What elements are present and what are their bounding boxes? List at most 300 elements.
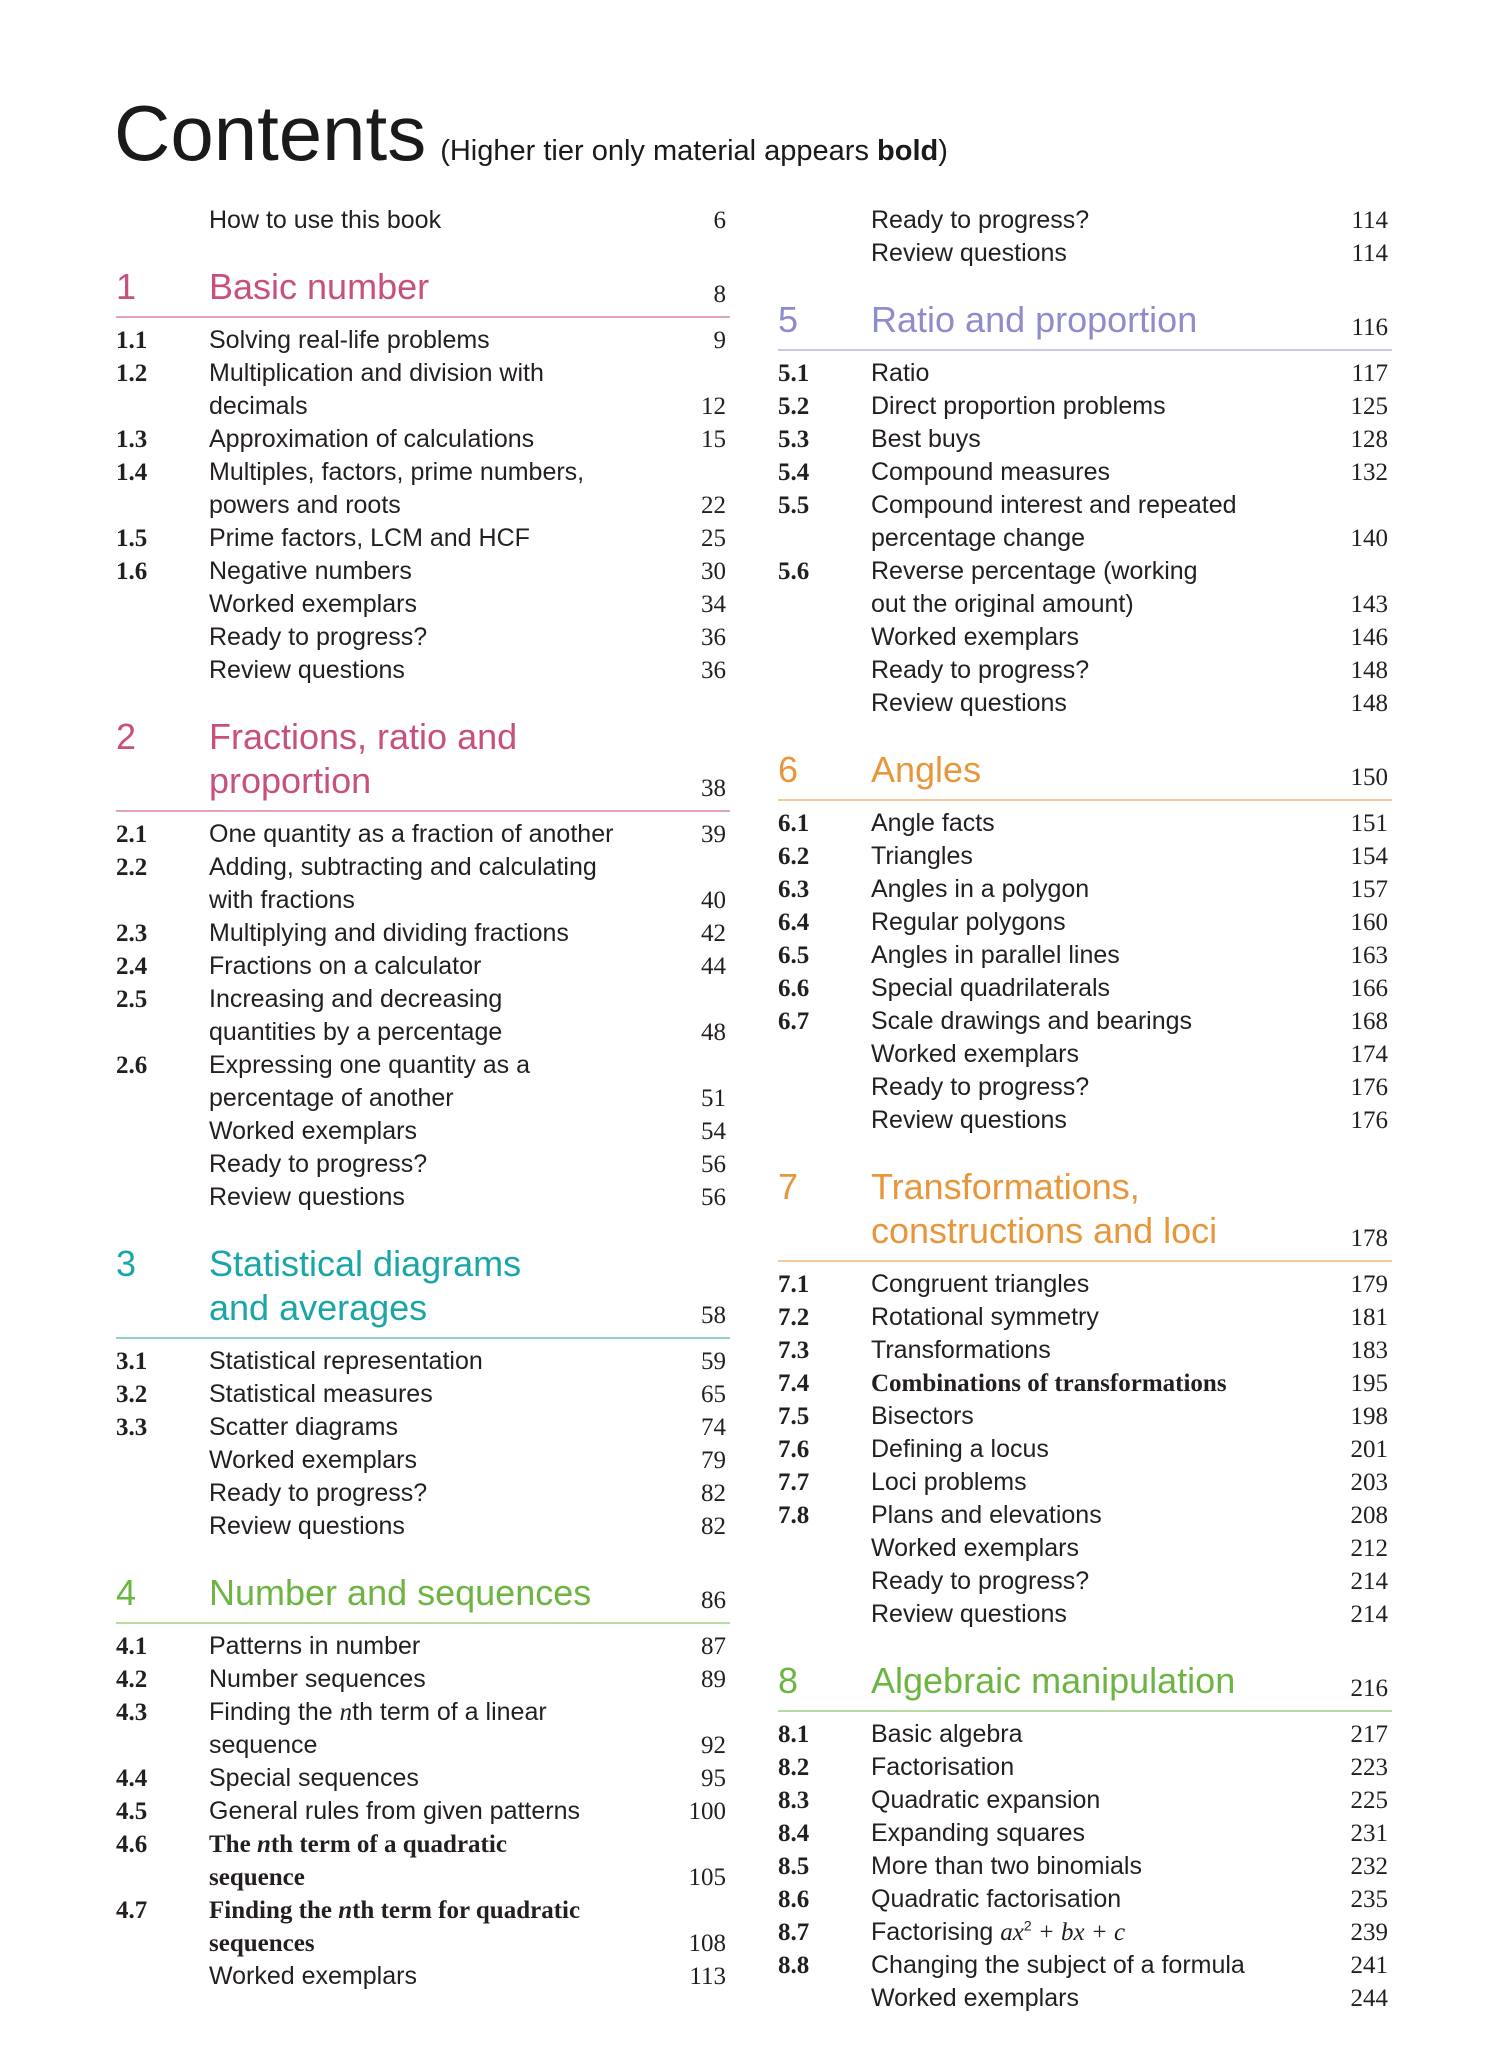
- page-number: 51: [701, 1085, 726, 1112]
- page-number: 56: [701, 1184, 726, 1211]
- toc-entry[interactable]: [116, 456, 730, 522]
- toc-entry[interactable]: [778, 1949, 1392, 1982]
- toc-entry[interactable]: [778, 456, 1392, 489]
- page-number: 79: [701, 1447, 726, 1474]
- entry-title: [871, 1466, 1322, 1499]
- chapter-title: [871, 1165, 1392, 1253]
- entry-title: [871, 1916, 1322, 1949]
- chapter-number: 8: [778, 1660, 799, 1701]
- section-number: 8.3: [778, 1787, 810, 1814]
- section-number: 2.6: [116, 1052, 148, 1079]
- toc-entry[interactable]: [778, 840, 1392, 873]
- toc-entry[interactable]: [778, 555, 1392, 621]
- toc-entry[interactable]: [778, 1718, 1392, 1751]
- section-number: 1.5: [116, 525, 148, 552]
- chapter-title: [871, 1659, 1392, 1703]
- section-number: 6.2: [778, 843, 810, 870]
- entry-title: [209, 1181, 660, 1214]
- title-line: Regular polygons: [871, 908, 1066, 936]
- entry-title: [209, 983, 660, 1049]
- entry-title: [871, 1598, 1322, 1631]
- page-title: Contents: [114, 89, 427, 177]
- page-number: 235: [1350, 1886, 1388, 1913]
- title-line: Basic algebra: [871, 1720, 1023, 1748]
- chapter-title: [209, 715, 730, 803]
- toc-entry[interactable]: [116, 1049, 730, 1115]
- entry-title: [209, 1795, 660, 1828]
- chapter-heading[interactable]: [116, 265, 730, 318]
- title-line: Factorisation: [871, 1753, 1015, 1781]
- page-number: 239: [1350, 1919, 1388, 1946]
- entry-title: [871, 1104, 1322, 1137]
- toc-entry[interactable]: [778, 1532, 1392, 1565]
- section-number: 7.3: [778, 1337, 810, 1364]
- section-number: 2.4: [116, 953, 148, 980]
- entry-title: [871, 1784, 1322, 1817]
- entry-title: [209, 917, 660, 950]
- entry-title: [209, 621, 660, 654]
- title-line: Compound interest and repeated: [871, 491, 1237, 519]
- title-line: Ready to progress?: [871, 656, 1090, 684]
- section-number: 3.3: [116, 1414, 148, 1441]
- toc-entry[interactable]: [116, 1148, 730, 1181]
- page-number: 59: [701, 1348, 726, 1375]
- entry-title: [871, 1850, 1322, 1883]
- section-number: 7.2: [778, 1304, 810, 1331]
- entry-title: [871, 1367, 1322, 1400]
- toc-entry[interactable]: [778, 357, 1392, 390]
- toc-entry[interactable]: [778, 1071, 1392, 1104]
- page-number: 9: [713, 327, 726, 354]
- entry-title: [209, 1148, 660, 1181]
- page-number: 114: [1351, 207, 1388, 234]
- chapter-number: 3: [116, 1243, 137, 1284]
- toc-entry[interactable]: [116, 1696, 730, 1762]
- page-number: 117: [1351, 360, 1388, 387]
- toc-entry[interactable]: [116, 983, 730, 1049]
- title-line: Ratio and proportion: [871, 299, 1198, 340]
- toc-entry[interactable]: [778, 1499, 1392, 1532]
- chapter-heading[interactable]: [778, 298, 1392, 351]
- entry-title: [209, 1049, 660, 1115]
- toc-entry[interactable]: [116, 588, 730, 621]
- title-line: How to use this book: [209, 206, 442, 234]
- section-number: 1.4: [116, 459, 148, 486]
- toc-entry[interactable]: [116, 1181, 730, 1214]
- toc-entry[interactable]: [116, 851, 730, 917]
- toc-entry[interactable]: [778, 1883, 1392, 1916]
- entry-title: [871, 1949, 1322, 1982]
- page-number: 92: [701, 1732, 726, 1759]
- section-number: 8.7: [778, 1919, 810, 1946]
- title-line: General rules from given patterns: [209, 1797, 581, 1825]
- title-line: Number and sequences: [209, 1572, 592, 1613]
- section-number: 6.5: [778, 942, 810, 969]
- section-number: 2.1: [116, 821, 148, 848]
- title-line: One quantity as a fraction of another: [209, 820, 614, 848]
- page-number: 140: [1350, 525, 1388, 552]
- toc-entry[interactable]: [116, 1960, 730, 1993]
- page-number: 148: [1350, 657, 1388, 684]
- entry-title: [871, 1005, 1322, 1038]
- page-number: 54: [701, 1118, 726, 1145]
- page-number: 154: [1350, 843, 1388, 870]
- toc-entry[interactable]: [116, 950, 730, 983]
- chapter-heading[interactable]: [778, 1659, 1392, 1712]
- page-number: 195: [1350, 1370, 1388, 1397]
- section-number: 7.7: [778, 1469, 810, 1496]
- section-number: 4.7: [116, 1897, 148, 1924]
- page-number: 216: [1350, 1675, 1388, 1702]
- toc-entry[interactable]: [116, 555, 730, 588]
- entry-title: [871, 621, 1322, 654]
- section-number: 4.2: [116, 1666, 148, 1693]
- section-number: 7.1: [778, 1271, 810, 1298]
- toc-entry[interactable]: [116, 1630, 730, 1663]
- toc-entry[interactable]: [778, 654, 1392, 687]
- toc-entry[interactable]: [116, 1510, 730, 1543]
- page-number: 150: [1350, 764, 1388, 791]
- title-line: The nth term of a quadratic: [209, 1831, 507, 1858]
- page-number: 176: [1350, 1107, 1388, 1134]
- section-number: 5.6: [778, 558, 810, 585]
- toc-entry[interactable]: [778, 1565, 1392, 1598]
- title-line: Worked exemplars: [871, 1040, 1079, 1068]
- page-number: 160: [1350, 909, 1388, 936]
- entry-title: [209, 1960, 660, 1993]
- page-number: 12: [701, 393, 726, 420]
- toc-entry[interactable]: [778, 939, 1392, 972]
- page-number: 174: [1350, 1041, 1388, 1068]
- section-number: 4.4: [116, 1765, 148, 1792]
- section-number: 6.3: [778, 876, 810, 903]
- section-number: 1.6: [116, 558, 148, 585]
- chapter-number: 6: [778, 749, 799, 790]
- toc-entry[interactable]: [778, 972, 1392, 1005]
- page-number: 30: [701, 558, 726, 585]
- entry-title: [209, 204, 660, 237]
- section-number: 2.2: [116, 854, 148, 881]
- toc-entry[interactable]: [778, 1433, 1392, 1466]
- page-number: 82: [701, 1513, 726, 1540]
- title-line: Number sequences: [209, 1665, 426, 1693]
- section-number: 5.2: [778, 393, 810, 420]
- title-line: and averages: [209, 1287, 428, 1328]
- title-line: Approximation of calculations: [209, 425, 535, 453]
- toc-entry[interactable]: [778, 1817, 1392, 1850]
- page-number: 181: [1350, 1304, 1388, 1331]
- page-number: 34: [701, 591, 726, 618]
- page-header: [114, 88, 948, 179]
- toc-entry[interactable]: [116, 621, 730, 654]
- entry-title: [871, 1718, 1322, 1751]
- entry-title: [871, 1071, 1322, 1104]
- toc-entry[interactable]: [116, 917, 730, 950]
- toc-entry[interactable]: [116, 1378, 730, 1411]
- math-italic: + bx + c: [1031, 1919, 1126, 1946]
- chapter-number: 1: [116, 266, 137, 307]
- title-line: constructions and loci: [871, 1210, 1218, 1251]
- page-number: 8: [713, 281, 726, 308]
- page-number: 241: [1350, 1952, 1388, 1979]
- section-number: 2.3: [116, 920, 148, 947]
- toc-entry[interactable]: [778, 906, 1392, 939]
- toc-entry[interactable]: [778, 1301, 1392, 1334]
- entry-title: [209, 456, 660, 522]
- section-number: 8.4: [778, 1820, 810, 1847]
- entry-title: [209, 1894, 660, 1960]
- toc-entry[interactable]: [116, 324, 730, 357]
- toc-entry[interactable]: [116, 1762, 730, 1795]
- entry-title: [871, 906, 1322, 939]
- page-number: 15: [701, 426, 726, 453]
- section-number: 8.6: [778, 1886, 810, 1913]
- page-number: 176: [1350, 1074, 1388, 1101]
- chapter-heading[interactable]: [116, 1242, 730, 1339]
- toc-entry[interactable]: [778, 1104, 1392, 1137]
- entry-title: [871, 489, 1322, 555]
- math-italic: ax: [1000, 1919, 1024, 1946]
- toc-entry[interactable]: [116, 654, 730, 687]
- title-line: Patterns in number: [209, 1632, 421, 1660]
- toc-entry[interactable]: [778, 1334, 1392, 1367]
- entry-title: [871, 357, 1322, 390]
- title-line: Ready to progress?: [209, 623, 428, 651]
- title-line: Fractions, ratio and: [209, 716, 518, 757]
- title-line: Loci problems: [871, 1468, 1027, 1496]
- toc-entry[interactable]: [116, 522, 730, 555]
- page-number: 148: [1350, 690, 1388, 717]
- page-number: 132: [1350, 459, 1388, 486]
- title-line: Compound measures: [871, 458, 1111, 486]
- entry-title: [209, 1115, 660, 1148]
- chapter-heading[interactable]: [778, 1165, 1392, 1262]
- section-number: 4.6: [116, 1831, 148, 1858]
- entry-title: [871, 840, 1322, 873]
- title-line: Multiplication and division with: [209, 359, 544, 387]
- entry-title: [871, 390, 1322, 423]
- toc-entry[interactable]: [116, 1444, 730, 1477]
- toc-entry[interactable]: [778, 621, 1392, 654]
- title-line: Algebraic manipulation: [871, 1660, 1236, 1701]
- page-number: 6: [713, 207, 726, 234]
- toc-entry[interactable]: [116, 1828, 730, 1894]
- math-italic: n: [256, 1831, 271, 1858]
- page-number: 214: [1350, 1568, 1388, 1595]
- entry-title: [209, 1510, 660, 1543]
- chapter-title: [209, 1242, 730, 1330]
- entry-title: [871, 687, 1322, 720]
- toc-entry[interactable]: [778, 1850, 1392, 1883]
- toc-entry[interactable]: [778, 1982, 1392, 2015]
- page-number: 95: [701, 1765, 726, 1792]
- title-line: Ratio: [871, 359, 930, 387]
- toc-entry[interactable]: [778, 1367, 1392, 1400]
- section-number: 7.4: [778, 1370, 810, 1397]
- title-line: Worked exemplars: [209, 1117, 417, 1145]
- toc-entry[interactable]: [778, 1916, 1392, 1949]
- title-line: decimals: [209, 392, 308, 420]
- entry-title: [871, 1400, 1322, 1433]
- entry-title: [209, 1663, 660, 1696]
- section-number: 5.4: [778, 459, 810, 486]
- title-line: Ready to progress?: [209, 1150, 428, 1178]
- section-number: 4.3: [116, 1699, 148, 1726]
- page-number: 36: [701, 657, 726, 684]
- page-number: 56: [701, 1151, 726, 1178]
- entry-title: [871, 237, 1322, 270]
- page-number: 39: [701, 821, 726, 848]
- page-number: 44: [701, 953, 726, 980]
- section-number: 8.5: [778, 1853, 810, 1880]
- title-line: Transformations: [871, 1336, 1051, 1364]
- toc-entry[interactable]: [778, 807, 1392, 840]
- title-line: Prime factors, LCM and HCF: [209, 524, 530, 552]
- section-number: 1.3: [116, 426, 148, 453]
- toc-entry[interactable]: [778, 1466, 1392, 1499]
- page-number: 223: [1350, 1754, 1388, 1781]
- page-number: 114: [1351, 240, 1388, 267]
- section-number: 8.8: [778, 1952, 810, 1979]
- toc-entry[interactable]: [116, 1345, 730, 1378]
- entry-title: [209, 1345, 660, 1378]
- toc-entry[interactable]: [116, 1411, 730, 1444]
- page-number: 168: [1350, 1008, 1388, 1035]
- title-line: sequences: [209, 1930, 315, 1957]
- chapter-title: [871, 748, 1392, 792]
- title-line: Direct proportion problems: [871, 392, 1166, 420]
- toc-entry[interactable]: [116, 357, 730, 423]
- toc-entry[interactable]: [116, 204, 730, 237]
- entry-title: [871, 1532, 1322, 1565]
- page-number: 48: [701, 1019, 726, 1046]
- toc-column-right: [778, 204, 1392, 2015]
- page-number: 82: [701, 1480, 726, 1507]
- toc-entry[interactable]: [116, 423, 730, 456]
- title-line: Review questions: [871, 1600, 1067, 1628]
- toc-entry[interactable]: [778, 1005, 1392, 1038]
- math-italic: n: [339, 1699, 353, 1726]
- title-line: Worked exemplars: [871, 623, 1079, 651]
- page-number: 183: [1350, 1337, 1388, 1364]
- section-number: 3.1: [116, 1348, 148, 1375]
- section-number: 6.6: [778, 975, 810, 1002]
- section-number: 4.1: [116, 1633, 148, 1660]
- title-line: Adding, subtracting and calculating: [209, 853, 597, 881]
- entry-title: [871, 1268, 1322, 1301]
- toc-entry[interactable]: [778, 873, 1392, 906]
- title-line: percentage of another: [209, 1084, 454, 1112]
- toc-entry[interactable]: [778, 1598, 1392, 1631]
- toc-entry[interactable]: [778, 1784, 1392, 1817]
- chapter-heading[interactable]: [116, 1571, 730, 1624]
- page-number: 208: [1350, 1502, 1388, 1529]
- entry-title: [871, 456, 1322, 489]
- toc-entry[interactable]: [116, 1663, 730, 1696]
- toc-entry[interactable]: [778, 1268, 1392, 1301]
- entry-title: [209, 1411, 660, 1444]
- title-line: Solving real-life problems: [209, 326, 490, 354]
- page-number: 225: [1350, 1787, 1388, 1814]
- toc-entry[interactable]: [778, 489, 1392, 555]
- page-number: 116: [1351, 314, 1388, 341]
- entry-title: [871, 1982, 1322, 2015]
- title-line: Angles in a polygon: [871, 875, 1090, 903]
- entry-title: [871, 654, 1322, 687]
- toc-entry[interactable]: [116, 1795, 730, 1828]
- entry-title: [871, 1751, 1322, 1784]
- toc-entry[interactable]: [116, 1115, 730, 1148]
- toc-entry[interactable]: [778, 1751, 1392, 1784]
- section-number: 4.5: [116, 1798, 148, 1825]
- toc-entry[interactable]: [778, 1038, 1392, 1071]
- title-line: Transformations,: [871, 1166, 1140, 1207]
- page-number: 178: [1350, 1225, 1388, 1252]
- page-number: 179: [1350, 1271, 1388, 1298]
- section-number: 7.5: [778, 1403, 810, 1430]
- title-line: More than two binomials: [871, 1852, 1142, 1880]
- title-line: Statistical diagrams: [209, 1243, 522, 1284]
- entry-title: [871, 1433, 1322, 1466]
- page-number: 100: [688, 1798, 726, 1825]
- page-number: 89: [701, 1666, 726, 1693]
- toc-entry[interactable]: [778, 423, 1392, 456]
- toc-entry[interactable]: [778, 204, 1392, 237]
- section-number: 8.1: [778, 1721, 810, 1748]
- title-line: Review questions: [209, 1512, 405, 1540]
- page-number: 203: [1350, 1469, 1388, 1496]
- chapter-title: [209, 265, 730, 309]
- title-line: Defining a locus: [871, 1435, 1049, 1463]
- chapter-number: 4: [116, 1572, 137, 1613]
- section-number: 1.1: [116, 327, 148, 354]
- title-line: Finding the nth term of a linear: [209, 1698, 547, 1726]
- math-italic: n: [338, 1897, 353, 1924]
- entry-title: [209, 1828, 660, 1894]
- section-number: 8.2: [778, 1754, 810, 1781]
- entry-title: [209, 324, 660, 357]
- toc-entry[interactable]: [116, 818, 730, 851]
- page-number: 214: [1350, 1601, 1388, 1628]
- toc-entry[interactable]: [778, 390, 1392, 423]
- toc-entry[interactable]: [116, 1477, 730, 1510]
- section-number: 1.2: [116, 360, 148, 387]
- entry-title: [209, 1444, 660, 1477]
- page-number: 201: [1350, 1436, 1388, 1463]
- entry-title: [871, 1565, 1322, 1598]
- toc-entry[interactable]: [778, 1400, 1392, 1433]
- page-number: 87: [701, 1633, 726, 1660]
- title-line: Review questions: [209, 656, 405, 684]
- page-number: 105: [688, 1864, 726, 1891]
- toc-entry[interactable]: [778, 687, 1392, 720]
- chapter-heading[interactable]: [778, 748, 1392, 801]
- toc-entry[interactable]: [116, 1894, 730, 1960]
- page-number: 163: [1350, 942, 1388, 969]
- page-number: 231: [1350, 1820, 1388, 1847]
- chapter-heading[interactable]: [116, 715, 730, 812]
- title-line: sequence: [209, 1731, 318, 1759]
- title-line: Increasing and decreasing: [209, 985, 503, 1013]
- entry-title: [871, 204, 1322, 237]
- title-line: with fractions: [209, 886, 355, 914]
- section-number: 7.6: [778, 1436, 810, 1463]
- toc-entry[interactable]: [778, 237, 1392, 270]
- section-number: 5.1: [778, 360, 810, 387]
- title-line: Worked exemplars: [871, 1984, 1079, 2012]
- title-line: Finding the nth term for quadratic: [209, 1897, 581, 1924]
- title-line: Ready to progress?: [871, 1567, 1090, 1595]
